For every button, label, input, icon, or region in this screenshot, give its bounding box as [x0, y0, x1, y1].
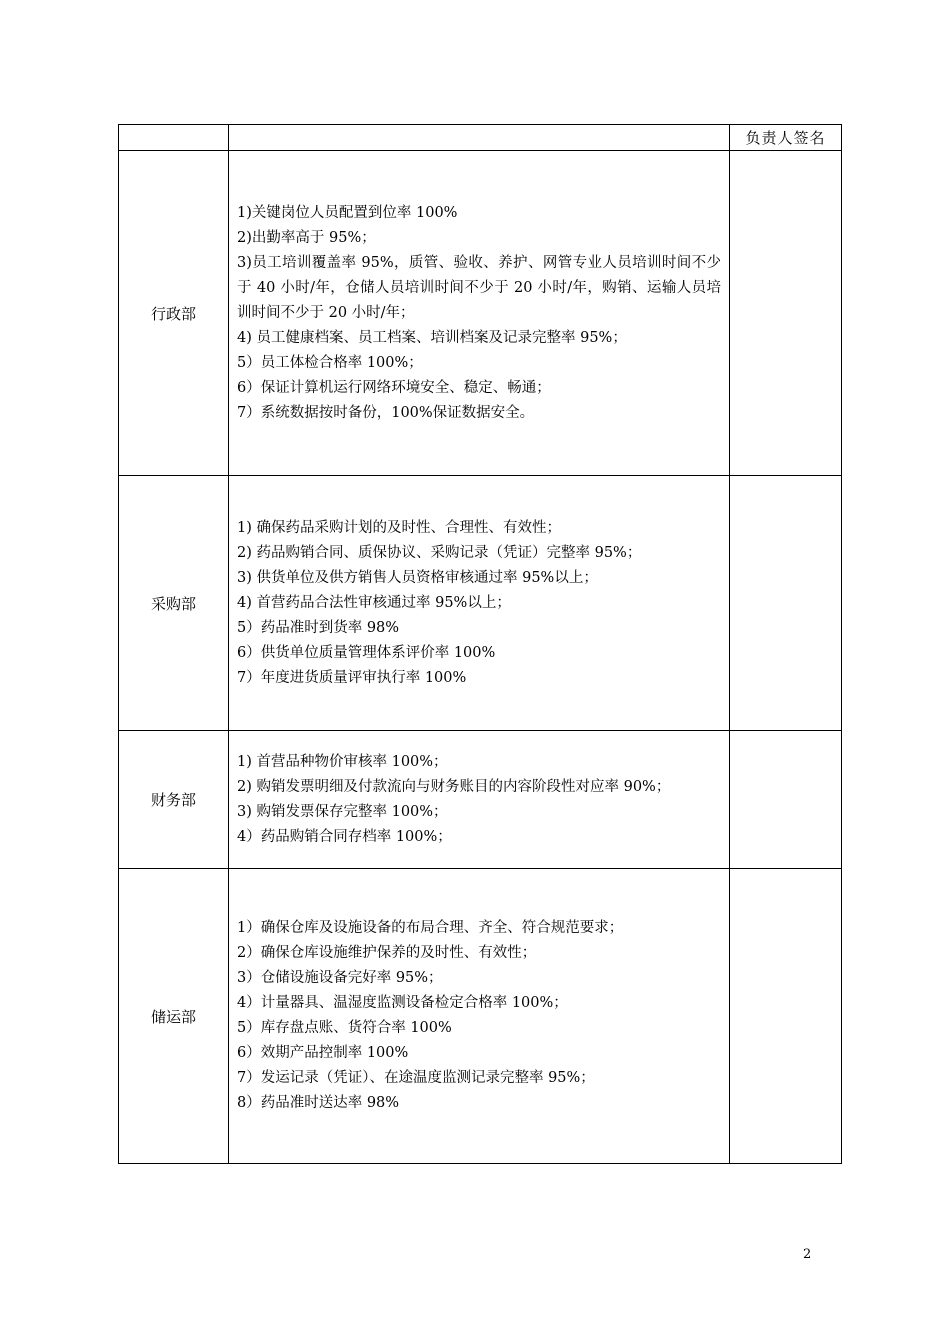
- dept-name-purchasing: 采购部: [119, 476, 229, 731]
- goal-item: 4) 首营药品合法性审核通过率 95%以上；: [237, 594, 511, 611]
- signature-cell-logistics[interactable]: [730, 869, 842, 1164]
- dept-name-admin: 行政部: [119, 151, 229, 476]
- goal-item: 3)员工培训覆盖率 95%，质管、验收、养护、网管专业人员培训时间不少于 40 小时/年，仓储人员培训时间不少于 20 小时/年，购销、运输人员培训时间不少于 20 小时/年；: [237, 254, 721, 321]
- goal-item: 5）库存盘点账、货符合率 100%: [237, 1020, 452, 1036]
- table-row-finance: [119, 731, 842, 869]
- table-row-admin: [119, 151, 842, 476]
- table-row-logistics: [119, 869, 842, 1164]
- goals-list-logistics: [229, 869, 730, 1164]
- table-row-purchasing: [119, 476, 842, 731]
- signature-cell-finance[interactable]: [730, 731, 842, 869]
- goal-item: 4）药品购销合同存档率 100%；: [237, 828, 452, 845]
- header-dept-cell: [119, 125, 229, 151]
- goal-item: 6）效期产品控制率 100%: [237, 1045, 409, 1061]
- goal-item: 4) 员工健康档案、员工档案、培训档案及记录完整率 95%；: [237, 329, 627, 346]
- quality-goals-table: [118, 124, 842, 1164]
- table-header-row: [119, 125, 842, 151]
- goal-item: 7）发运记录（凭证）、在途温度监测记录完整率 95%；: [237, 1070, 595, 1086]
- goal-item: 7）年度进货质量评审执行率 100%: [237, 669, 467, 686]
- goal-item: 2)出勤率高于 95%；: [237, 229, 376, 246]
- goal-item: 3) 供货单位及供方销售人员资格审核通过率 95%以上；: [237, 569, 598, 586]
- header-signature-cell: 负责人签名: [730, 125, 842, 151]
- goal-item: 2）确保仓库设施维护保养的及时性、有效性；: [237, 945, 537, 961]
- goal-item: 8）药品准时送达率 98%: [237, 1095, 400, 1111]
- goal-item: 3) 购销发票保存完整率 100%；: [237, 803, 448, 820]
- goal-item: 1）确保仓库及设施设备的布局合理、齐全、符合规范要求；: [237, 920, 624, 936]
- goal-item: 5）员工体检合格率 100%；: [237, 354, 423, 371]
- goals-list-admin: [229, 151, 730, 476]
- signature-cell-purchasing[interactable]: [730, 476, 842, 731]
- goal-item: 2) 药品购销合同、质保协议、采购记录（凭证）完整率 95%；: [237, 544, 642, 561]
- signature-cell-admin[interactable]: [730, 151, 842, 476]
- goal-item: 3）仓储设施设备完好率 95%；: [237, 970, 443, 986]
- goal-item: 6）供货单位质量管理体系评价率 100%: [237, 644, 496, 661]
- goal-item: 5）药品准时到货率 98%: [237, 619, 400, 636]
- goal-item: 4）计量器具、温湿度监测设备检定合格率 100%；: [237, 995, 568, 1011]
- dept-name-finance: 财务部: [119, 731, 229, 869]
- goals-list-finance: [229, 731, 730, 869]
- goal-item: 2) 购销发票明细及付款流向与财务账目的内容阶段性对应率 90%；: [237, 778, 671, 795]
- goals-list-purchasing: [229, 476, 730, 731]
- dept-name-logistics: 储运部: [119, 869, 229, 1164]
- goal-item: 1) 首营品种物价审核率 100%；: [237, 753, 448, 770]
- header-goals-cell: [229, 125, 730, 151]
- goal-item: 7）系统数据按时备份，100%保证数据安全。: [237, 404, 535, 421]
- goal-item: 1)关键岗位人员配置到位率 100%: [237, 204, 458, 221]
- goal-item: 6）保证计算机运行网络环境安全、稳定、畅通；: [237, 379, 551, 396]
- goal-item: 1) 确保药品采购计划的及时性、合理性、有效性；: [237, 519, 561, 536]
- page-number: 2: [803, 1247, 812, 1262]
